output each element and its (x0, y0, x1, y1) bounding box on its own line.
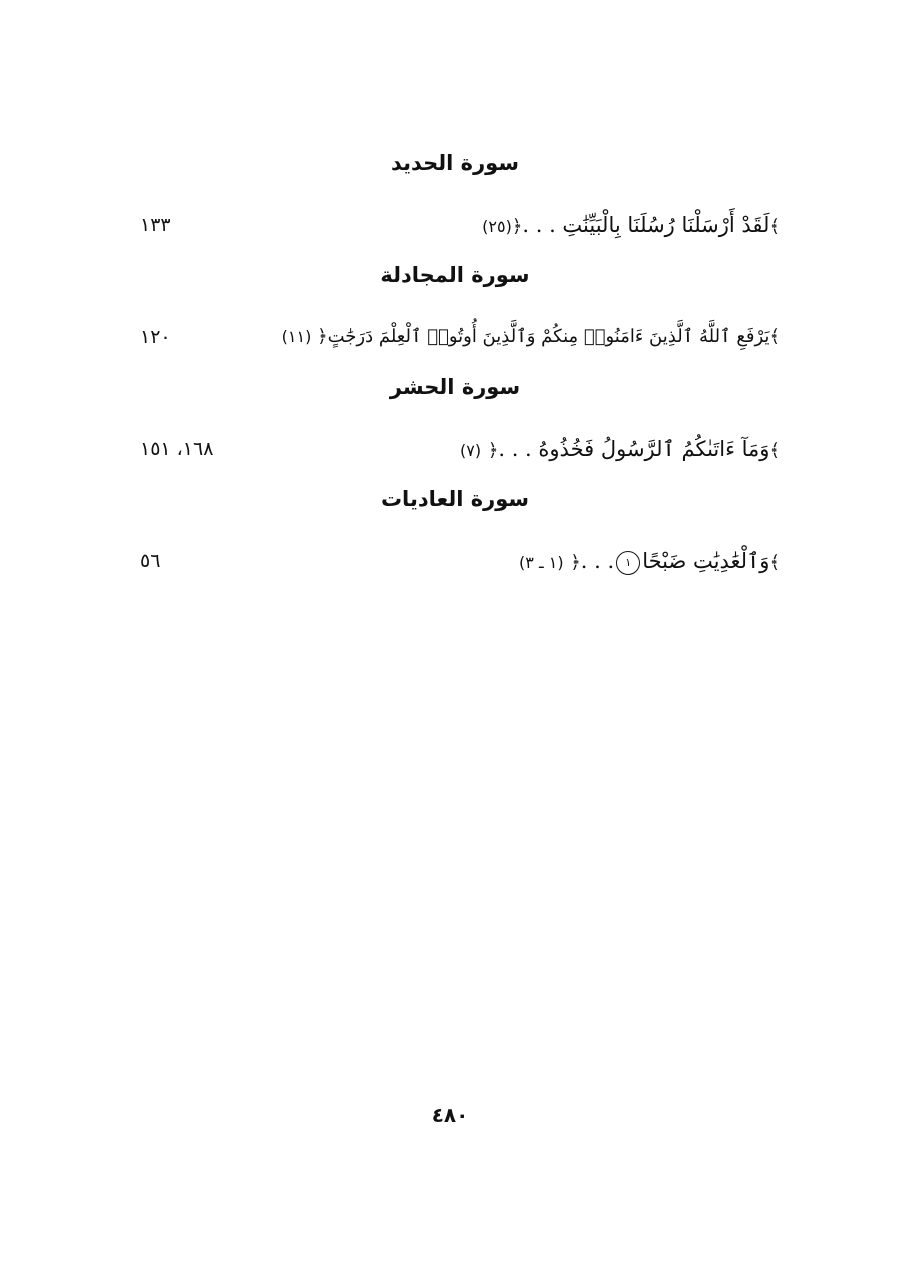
verse-text (519, 541, 780, 583)
page-reference: ١٦٨، ١٥١ (140, 438, 214, 460)
page-reference: ١٣٣ (140, 214, 171, 236)
page-reference: ١٢٠ (140, 326, 171, 348)
ornate-bracket-close: ﴿ (317, 326, 328, 347)
surah-section-adiyat (130, 484, 780, 581)
verse-quote: وَٱلْعَٰدِيَٰتِ ضَبْحًا (642, 549, 770, 573)
verse-text (482, 205, 780, 247)
verse-quote: وَمَآ ءَاتَىٰكُمُ ٱلرَّسُولُ فَخُذُوهُ . . . (498, 437, 770, 461)
surah-title: سورة الحديد (391, 151, 519, 175)
verse-quote: لَقَدْ أَرْسَلْنَا رُسُلَنَا بِالْبَيِّنَٰتِ . . . (522, 213, 770, 237)
ornate-bracket-open: ﴾ (769, 440, 780, 461)
ornate-bracket-open: ﴾ (769, 326, 780, 347)
ayah-number-circle: ١ (616, 551, 640, 575)
verse-text (460, 429, 780, 471)
verse-row (130, 205, 780, 245)
verse-row (130, 429, 780, 469)
ornate-bracket-open: ﴾ (769, 216, 780, 237)
verse-text (282, 317, 780, 357)
surah-title: سورة المجادلة (380, 263, 530, 287)
ornate-bracket-open: ﴾ (769, 552, 780, 573)
surah-title: سورة العاديات (380, 487, 530, 511)
verse-ellipsis: . . . (580, 549, 615, 573)
ayah-reference: (٧) (460, 441, 482, 460)
surah-section-hadid (130, 148, 780, 245)
page-reference: ٥٦ (140, 550, 161, 572)
ornate-bracket-close: ﴿ (570, 552, 581, 573)
ayah-reference: (٢٥) (482, 217, 512, 236)
surah-section-hashr (130, 372, 780, 469)
page-number: ٤٨٠ (431, 1103, 469, 1127)
surah-section-mujadila (130, 260, 780, 357)
ayah-reference: (١ ـ ٣) (519, 553, 564, 572)
ornate-bracket-close: ﴿ (487, 440, 499, 461)
ayah-reference: (١١) (281, 327, 312, 346)
surah-title: سورة الحشر (389, 375, 521, 399)
verse-quote: يَرْفَعِ ٱللَّهُ ٱلَّذِينَ ءَامَنُوا۟ مِنكُمْ وَٱلَّذِينَ أُوتُوا۟ ٱلْعِلْمَ دَرَجَٰتٍ (327, 326, 770, 347)
ornate-bracket-close: ﴿ (511, 216, 523, 237)
verse-row (130, 317, 780, 357)
verse-row (130, 541, 780, 581)
